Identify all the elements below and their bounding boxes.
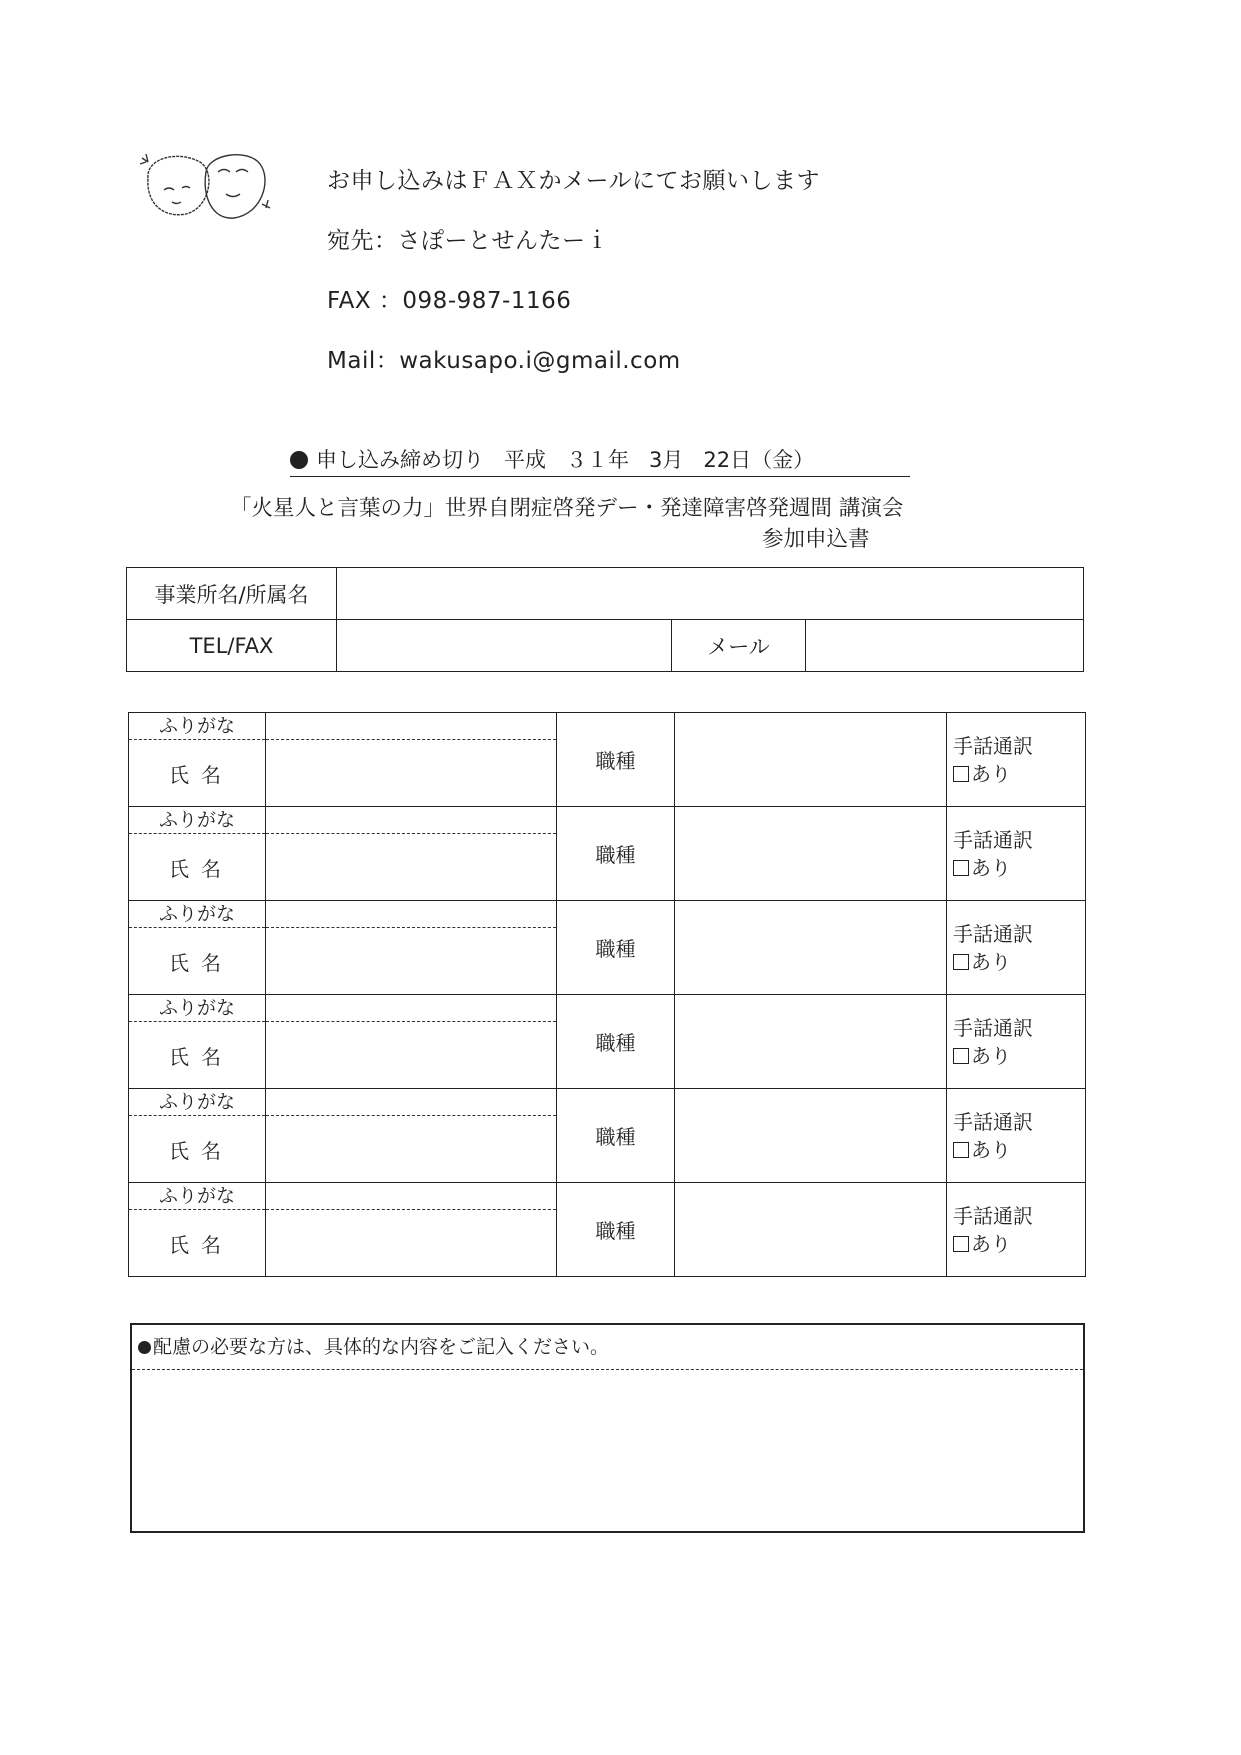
job-label: 職種 (557, 1089, 675, 1183)
consideration-header (132, 1325, 1083, 1370)
furigana-label: ふりがな (129, 1183, 266, 1210)
event-title: 「火星人と言葉の力」世界自閉症啓発デー・発達障害啓発週間 講演会 (230, 496, 904, 521)
sign-interpreter-option: あり (971, 855, 1011, 880)
deadline-day: 22日（金） (703, 448, 815, 472)
sign-interpreter-label: 手話通訳 (953, 827, 1033, 852)
participant-row (129, 901, 1086, 928)
name-input[interactable] (266, 928, 557, 995)
sign-interpreter-label: 手話通訳 (953, 1109, 1033, 1134)
name-label: 氏名 (129, 834, 266, 901)
furigana-input[interactable] (266, 1183, 557, 1210)
checkbox-icon[interactable] (953, 860, 969, 876)
furigana-label: ふりがな (129, 713, 266, 740)
office-label: 事業所名/所属名 (127, 568, 337, 620)
job-input[interactable] (675, 807, 947, 901)
mail-input[interactable] (806, 620, 1084, 672)
name-label: 氏名 (129, 740, 266, 807)
consideration-box (130, 1323, 1085, 1533)
checkbox-icon[interactable] (953, 954, 969, 970)
telfax-input[interactable] (337, 620, 672, 672)
furigana-input[interactable] (266, 807, 557, 834)
sign-interpreter-label: 手話通訳 (953, 1015, 1033, 1040)
sign-interpreter-cell (947, 807, 1086, 901)
telfax-label: TEL/FAX (127, 620, 337, 672)
name-label: 氏名 (129, 1210, 266, 1277)
organization-table (126, 567, 1084, 672)
furigana-input[interactable] (266, 713, 557, 740)
job-label: 職種 (557, 995, 675, 1089)
sign-interpreter-cell (947, 1089, 1086, 1183)
sign-interpreter-option: あり (971, 1231, 1011, 1256)
sign-interpreter-cell (947, 995, 1086, 1089)
furigana-label: ふりがな (129, 807, 266, 834)
participants-table (128, 712, 1086, 1277)
participant-row (129, 1089, 1086, 1116)
checkbox-icon[interactable] (953, 1236, 969, 1252)
contact-intro: お申し込みはＦＡＸかメールにてお願いします (327, 168, 821, 194)
job-input[interactable] (675, 1183, 947, 1277)
participant-row (129, 713, 1086, 740)
job-label: 職種 (557, 901, 675, 995)
deadline-year: ３１年 (566, 448, 629, 472)
furigana-label: ふりがな (129, 1089, 266, 1116)
name-input[interactable] (266, 1116, 557, 1183)
deadline-month: 3月 (649, 448, 684, 472)
participant-row (129, 995, 1086, 1022)
form-title: 参加申込書 (762, 527, 870, 552)
sign-interpreter-label: 手話通訳 (953, 921, 1033, 946)
contact-recipient: 宛先：さぽーとせんたーｉ (327, 228, 609, 254)
mail-label: メール (672, 620, 806, 672)
job-label: 職種 (557, 807, 675, 901)
checkbox-icon[interactable] (953, 1048, 969, 1064)
name-label: 氏名 (129, 1116, 266, 1183)
job-label: 職種 (557, 1183, 675, 1277)
deadline-era: 平成 (504, 448, 546, 472)
sign-interpreter-label: 手話通訳 (953, 733, 1033, 758)
name-label: 氏名 (129, 1022, 266, 1089)
furigana-input[interactable] (266, 995, 557, 1022)
name-input[interactable] (266, 740, 557, 807)
contact-mail: Mail：wakusapo.i@gmail.com (327, 348, 681, 374)
name-input[interactable] (266, 834, 557, 901)
smiley-faces-logo-icon (138, 148, 298, 228)
checkbox-icon[interactable] (953, 766, 969, 782)
furigana-input[interactable] (266, 1089, 557, 1116)
office-input[interactable] (337, 568, 1084, 620)
job-input[interactable] (675, 901, 947, 995)
job-label: 職種 (557, 713, 675, 807)
deadline-label: 申し込み締め切り (316, 448, 484, 472)
consideration-input[interactable] (132, 1370, 1083, 1530)
sign-interpreter-cell (947, 901, 1086, 995)
furigana-label: ふりがな (129, 901, 266, 928)
job-input[interactable] (675, 713, 947, 807)
participant-row (129, 807, 1086, 834)
furigana-input[interactable] (266, 901, 557, 928)
sign-interpreter-option: あり (971, 949, 1011, 974)
contact-fax: FAX ：098-987-1166 (327, 288, 572, 314)
name-input[interactable] (266, 1210, 557, 1277)
deadline (290, 444, 910, 477)
sign-interpreter-label: 手話通訳 (953, 1203, 1033, 1228)
job-input[interactable] (675, 1089, 947, 1183)
furigana-label: ふりがな (129, 995, 266, 1022)
checkbox-icon[interactable] (953, 1142, 969, 1158)
participant-row (129, 1183, 1086, 1210)
sign-interpreter-option: あり (971, 1137, 1011, 1162)
name-input[interactable] (266, 1022, 557, 1089)
consideration-label: 配慮の必要な方は、具体的な内容をご記入ください。 (153, 1336, 610, 1358)
bullet-icon (290, 451, 308, 469)
bullet-icon (138, 1341, 151, 1354)
job-input[interactable] (675, 995, 947, 1089)
sign-interpreter-cell (947, 713, 1086, 807)
sign-interpreter-cell (947, 1183, 1086, 1277)
sign-interpreter-option: あり (971, 1043, 1011, 1068)
name-label: 氏名 (129, 928, 266, 995)
sign-interpreter-option: あり (971, 761, 1011, 786)
